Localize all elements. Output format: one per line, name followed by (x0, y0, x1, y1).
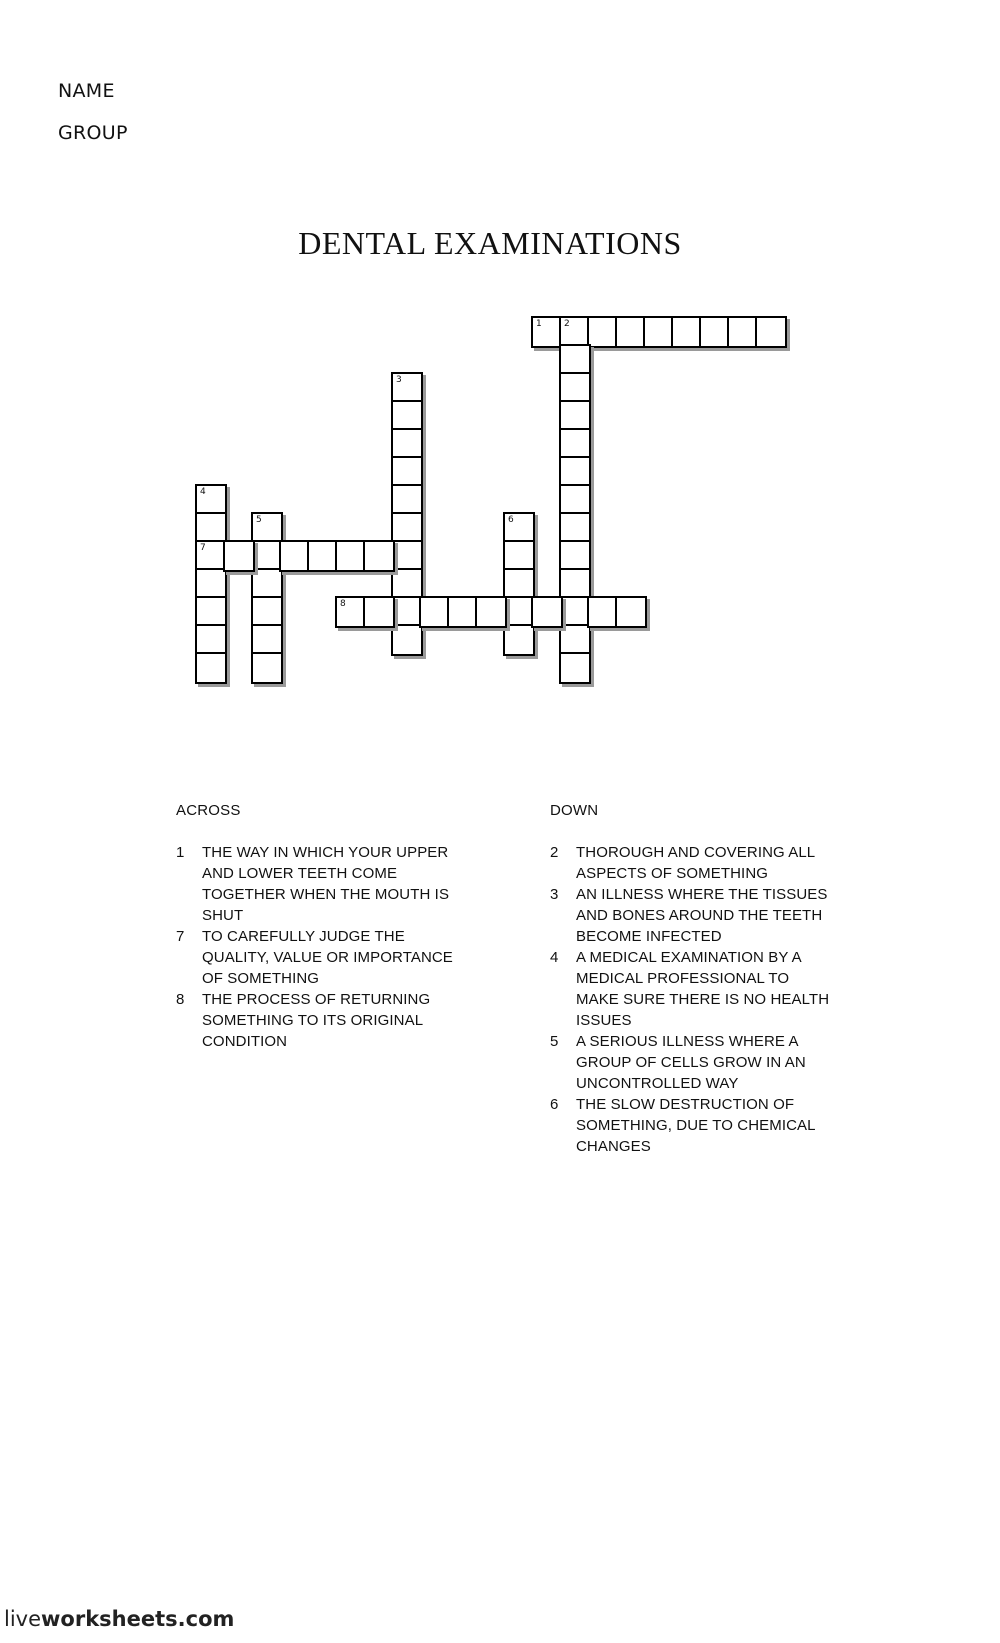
clue-text: A MEDICAL EXAMINATION BY A MEDICAL PROFESSIONAL TO MAKE SURE THERE IS NO HEALTH ISSUES (576, 949, 830, 1029)
crossword-cell[interactable] (503, 624, 535, 656)
cell-number: 5 (256, 515, 262, 525)
across-clue-list (176, 842, 456, 1052)
brand-bold: worksheets.com (41, 1607, 235, 1631)
cell-number: 8 (340, 599, 346, 609)
cell-number: 6 (508, 515, 514, 525)
clue-text: A SERIOUS ILLNESS WHERE A GROUP OF CELLS GROW IN AN UNCONTROLLED WAY (576, 1033, 806, 1092)
crossword-cell[interactable] (755, 316, 787, 348)
crossword-cell[interactable] (251, 652, 283, 684)
clue-text: THE WAY IN WHICH YOUR UPPER AND LOWER TEETH COME TOGETHER WHEN THE MOUTH IS SHUT (202, 844, 450, 924)
clue-down-2 (550, 842, 830, 884)
footer-brand (4, 1607, 234, 1631)
clue-down-4 (550, 947, 830, 1031)
clue-across-7 (176, 926, 456, 989)
crossword-cell[interactable] (363, 540, 395, 572)
clue-text: AN ILLNESS WHERE THE TISSUES AND BONES AROUND THE TEETH BECOME INFECTED (576, 886, 828, 945)
clue-number: 8 (176, 991, 185, 1008)
clue-number: 6 (550, 1096, 559, 1113)
name-label: NAME (58, 80, 115, 102)
group-label: GROUP (58, 122, 128, 144)
brand-light: live (4, 1607, 42, 1631)
clue-down-6 (550, 1094, 830, 1157)
clue-text: THE PROCESS OF RETURNING SOMETHING TO ITS ORIGINAL CONDITION (202, 991, 431, 1050)
clue-number: 4 (550, 949, 559, 966)
crossword-cell[interactable] (363, 596, 395, 628)
worksheet-title: DENTAL EXAMINATIONS (298, 225, 682, 261)
clue-across-1 (176, 842, 456, 926)
down-clue-list (550, 842, 830, 1157)
clue-down-3 (550, 884, 830, 947)
clue-down-5 (550, 1031, 830, 1094)
crossword-cell[interactable] (531, 596, 563, 628)
cell-number: 4 (200, 487, 206, 497)
clue-number: 5 (550, 1033, 559, 1050)
down-heading: DOWN (550, 802, 599, 819)
crossword-cell[interactable] (195, 652, 227, 684)
cell-number: 2 (564, 319, 570, 329)
clue-number: 7 (176, 928, 185, 945)
cell-number: 1 (536, 319, 542, 329)
across-heading: ACROSS (176, 802, 241, 819)
cell-number: 7 (200, 543, 206, 553)
crossword-cell[interactable] (559, 652, 591, 684)
crossword-cell[interactable] (615, 596, 647, 628)
clue-across-8 (176, 989, 456, 1052)
clue-text: TO CAREFULLY JUDGE THE QUALITY, VALUE OR IMPORTANCE OF SOMETHING (202, 928, 453, 987)
crossword-cell[interactable] (475, 596, 507, 628)
clue-number: 3 (550, 886, 559, 903)
clue-number: 1 (176, 844, 185, 861)
clue-text: THE SLOW DESTRUCTION OF SOMETHING, DUE TO CHEMICAL CHANGES (576, 1096, 816, 1155)
crossword-cell[interactable] (391, 624, 423, 656)
clue-text: THOROUGH AND COVERING ALL ASPECTS OF SOMETHING (576, 844, 815, 882)
clue-number: 2 (550, 844, 559, 861)
cell-number: 3 (396, 375, 402, 385)
crossword-cell[interactable] (223, 540, 255, 572)
